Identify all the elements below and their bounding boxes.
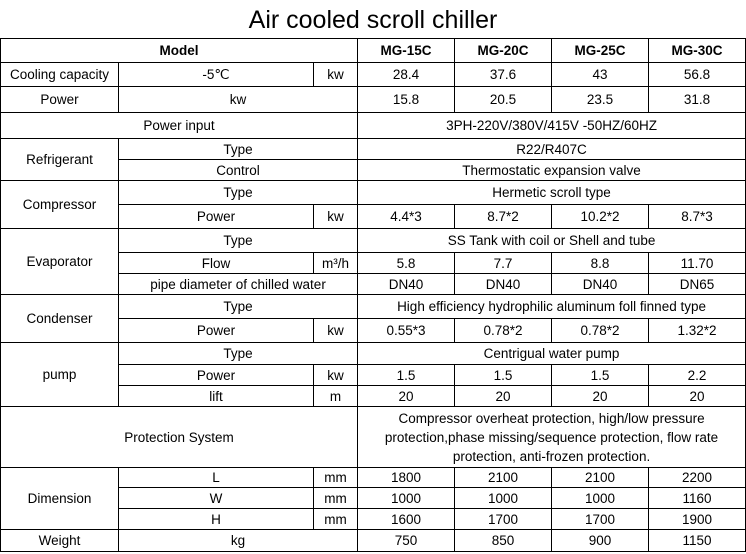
dimension-h-unit: mm — [314, 509, 358, 530]
condenser-type-label: Type — [119, 295, 358, 319]
dimension-w-unit: mm — [314, 488, 358, 509]
power-value: 15.8 — [358, 87, 455, 113]
dimension-l-value: 2100 — [552, 468, 649, 488]
weight-label: Weight — [1, 530, 119, 552]
dimension-l-value: 1800 — [358, 468, 455, 488]
power-value: 31.8 — [649, 87, 746, 113]
cooling-value: 43 — [552, 63, 649, 87]
condenser-type-value: High efficiency hydrophilic aluminum foll finned type — [358, 295, 746, 319]
power-input-row — [1, 113, 746, 139]
cooling-value: 28.4 — [358, 63, 455, 87]
pump-type-label: Type — [119, 343, 358, 365]
refrigerant-type-row — [1, 139, 746, 160]
compressor-power-label: Power — [119, 205, 314, 229]
dimension-h-value: 1700 — [552, 509, 649, 530]
compressor-type-value: Hermetic scroll type — [358, 181, 746, 205]
power-unit: kw — [119, 87, 358, 113]
pump-lift-value: 20 — [358, 386, 455, 407]
pump-power-unit: kw — [314, 365, 358, 386]
spec-table — [0, 38, 746, 552]
header-row — [1, 39, 746, 63]
page-title: Air cooled scroll chiller — [248, 6, 498, 34]
cooling-label: Cooling capacity — [1, 63, 119, 87]
compressor-power-value: 8.7*3 — [649, 205, 746, 229]
evaporator-flow-label: Flow — [119, 253, 314, 274]
protection-row — [1, 407, 746, 468]
evaporator-type-value: SS Tank with coil or Shell and tube — [358, 229, 746, 253]
model-1: MG-15C — [358, 39, 455, 63]
pump-power-label: Power — [119, 365, 314, 386]
condenser-power-value: 0.78*2 — [552, 319, 649, 343]
weight-value: 750 — [358, 530, 455, 552]
compressor-type-label: Type — [119, 181, 358, 205]
pump-power-value: 2.2 — [649, 365, 746, 386]
condenser-power-value: 0.78*2 — [455, 319, 552, 343]
dimension-l-value: 2200 — [649, 468, 746, 488]
model-3: MG-25C — [552, 39, 649, 63]
weight-row — [1, 530, 746, 552]
power-value: 20.5 — [455, 87, 552, 113]
pump-lift-value: 20 — [455, 386, 552, 407]
evaporator-pipe-label: pipe diameter of chilled water — [119, 274, 358, 295]
model-label: Model — [1, 39, 358, 63]
weight-value: 850 — [455, 530, 552, 552]
dimension-l-row — [1, 468, 746, 488]
cooling-cond: -5℃ — [119, 63, 314, 87]
dimension-l-value: 2100 — [455, 468, 552, 488]
pump-power-value: 1.5 — [552, 365, 649, 386]
evaporator-flow-value: 11.70 — [649, 253, 746, 274]
dimension-w-value: 1000 — [358, 488, 455, 509]
dimension-h-value: 1900 — [649, 509, 746, 530]
condenser-power-unit: kw — [314, 319, 358, 343]
dimension-w-label: W — [119, 488, 314, 509]
evaporator-label: Evaporator — [1, 229, 119, 295]
refrigerant-label: Refrigerant — [1, 139, 119, 181]
condenser-power-value: 0.55*3 — [358, 319, 455, 343]
dimension-h-value: 1700 — [455, 509, 552, 530]
power-row — [1, 87, 746, 113]
pump-lift-value: 20 — [649, 386, 746, 407]
cooling-row — [1, 63, 746, 87]
weight-value: 1150 — [649, 530, 746, 552]
refrigerant-type-value: R22/R407C — [358, 139, 746, 160]
power-label: Power — [1, 87, 119, 113]
protection-label: Protection System — [1, 407, 358, 468]
cooling-value: 56.8 — [649, 63, 746, 87]
pump-power-value: 1.5 — [358, 365, 455, 386]
dimension-w-value: 1000 — [455, 488, 552, 509]
compressor-label: Compressor — [1, 181, 119, 229]
power-input-label: Power input — [1, 113, 358, 139]
dimension-w-value: 1160 — [649, 488, 746, 509]
pump-lift-value: 20 — [552, 386, 649, 407]
dimension-label: Dimension — [1, 468, 119, 530]
condenser-power-label: Power — [119, 319, 314, 343]
protection-value: Compressor overheat protection, high/low pressure protection,phase missing/sequence protection, flow rate protection, anti-frozen protection. — [358, 407, 746, 468]
compressor-power-unit: kw — [314, 205, 358, 229]
weight-value: 900 — [552, 530, 649, 552]
pump-power-value: 1.5 — [455, 365, 552, 386]
power-value: 23.5 — [552, 87, 649, 113]
compressor-type-row — [1, 181, 746, 205]
evaporator-pipe-value: DN40 — [358, 274, 455, 295]
pump-type-row — [1, 343, 746, 365]
evaporator-pipe-value: DN40 — [455, 274, 552, 295]
dimension-h-value: 1600 — [358, 509, 455, 530]
refrigerant-control-label: Control — [119, 160, 358, 181]
model-4: MG-30C — [649, 39, 746, 63]
cooling-unit: kw — [314, 63, 358, 87]
condenser-type-row — [1, 295, 746, 319]
compressor-power-value: 8.7*2 — [455, 205, 552, 229]
condenser-power-value: 1.32*2 — [649, 319, 746, 343]
evaporator-flow-unit: m³/h — [314, 253, 358, 274]
compressor-power-value: 4.4*3 — [358, 205, 455, 229]
model-2: MG-20C — [455, 39, 552, 63]
evaporator-pipe-value: DN40 — [552, 274, 649, 295]
evaporator-flow-value: 7.7 — [455, 253, 552, 274]
dimension-l-unit: mm — [314, 468, 358, 488]
pump-type-value: Centrigual water pump — [358, 343, 746, 365]
evaporator-type-label: Type — [119, 229, 358, 253]
pump-label: pump — [1, 343, 119, 407]
dimension-l-label: L — [119, 468, 314, 488]
refrigerant-type-label: Type — [119, 139, 358, 160]
evaporator-flow-value: 5.8 — [358, 253, 455, 274]
dimension-w-value: 1000 — [552, 488, 649, 509]
condenser-label: Condenser — [1, 295, 119, 343]
compressor-power-value: 10.2*2 — [552, 205, 649, 229]
dimension-h-label: H — [119, 509, 314, 530]
weight-unit: kg — [119, 530, 358, 552]
pump-lift-label: lift — [119, 386, 314, 407]
power-input-value: 3PH-220V/380V/415V -50HZ/60HZ — [358, 113, 746, 139]
pump-lift-unit: m — [314, 386, 358, 407]
cooling-value: 37.6 — [455, 63, 552, 87]
evaporator-flow-value: 8.8 — [552, 253, 649, 274]
evaporator-type-row — [1, 229, 746, 253]
refrigerant-control-value: Thermostatic expansion valve — [358, 160, 746, 181]
evaporator-pipe-value: DN65 — [649, 274, 746, 295]
